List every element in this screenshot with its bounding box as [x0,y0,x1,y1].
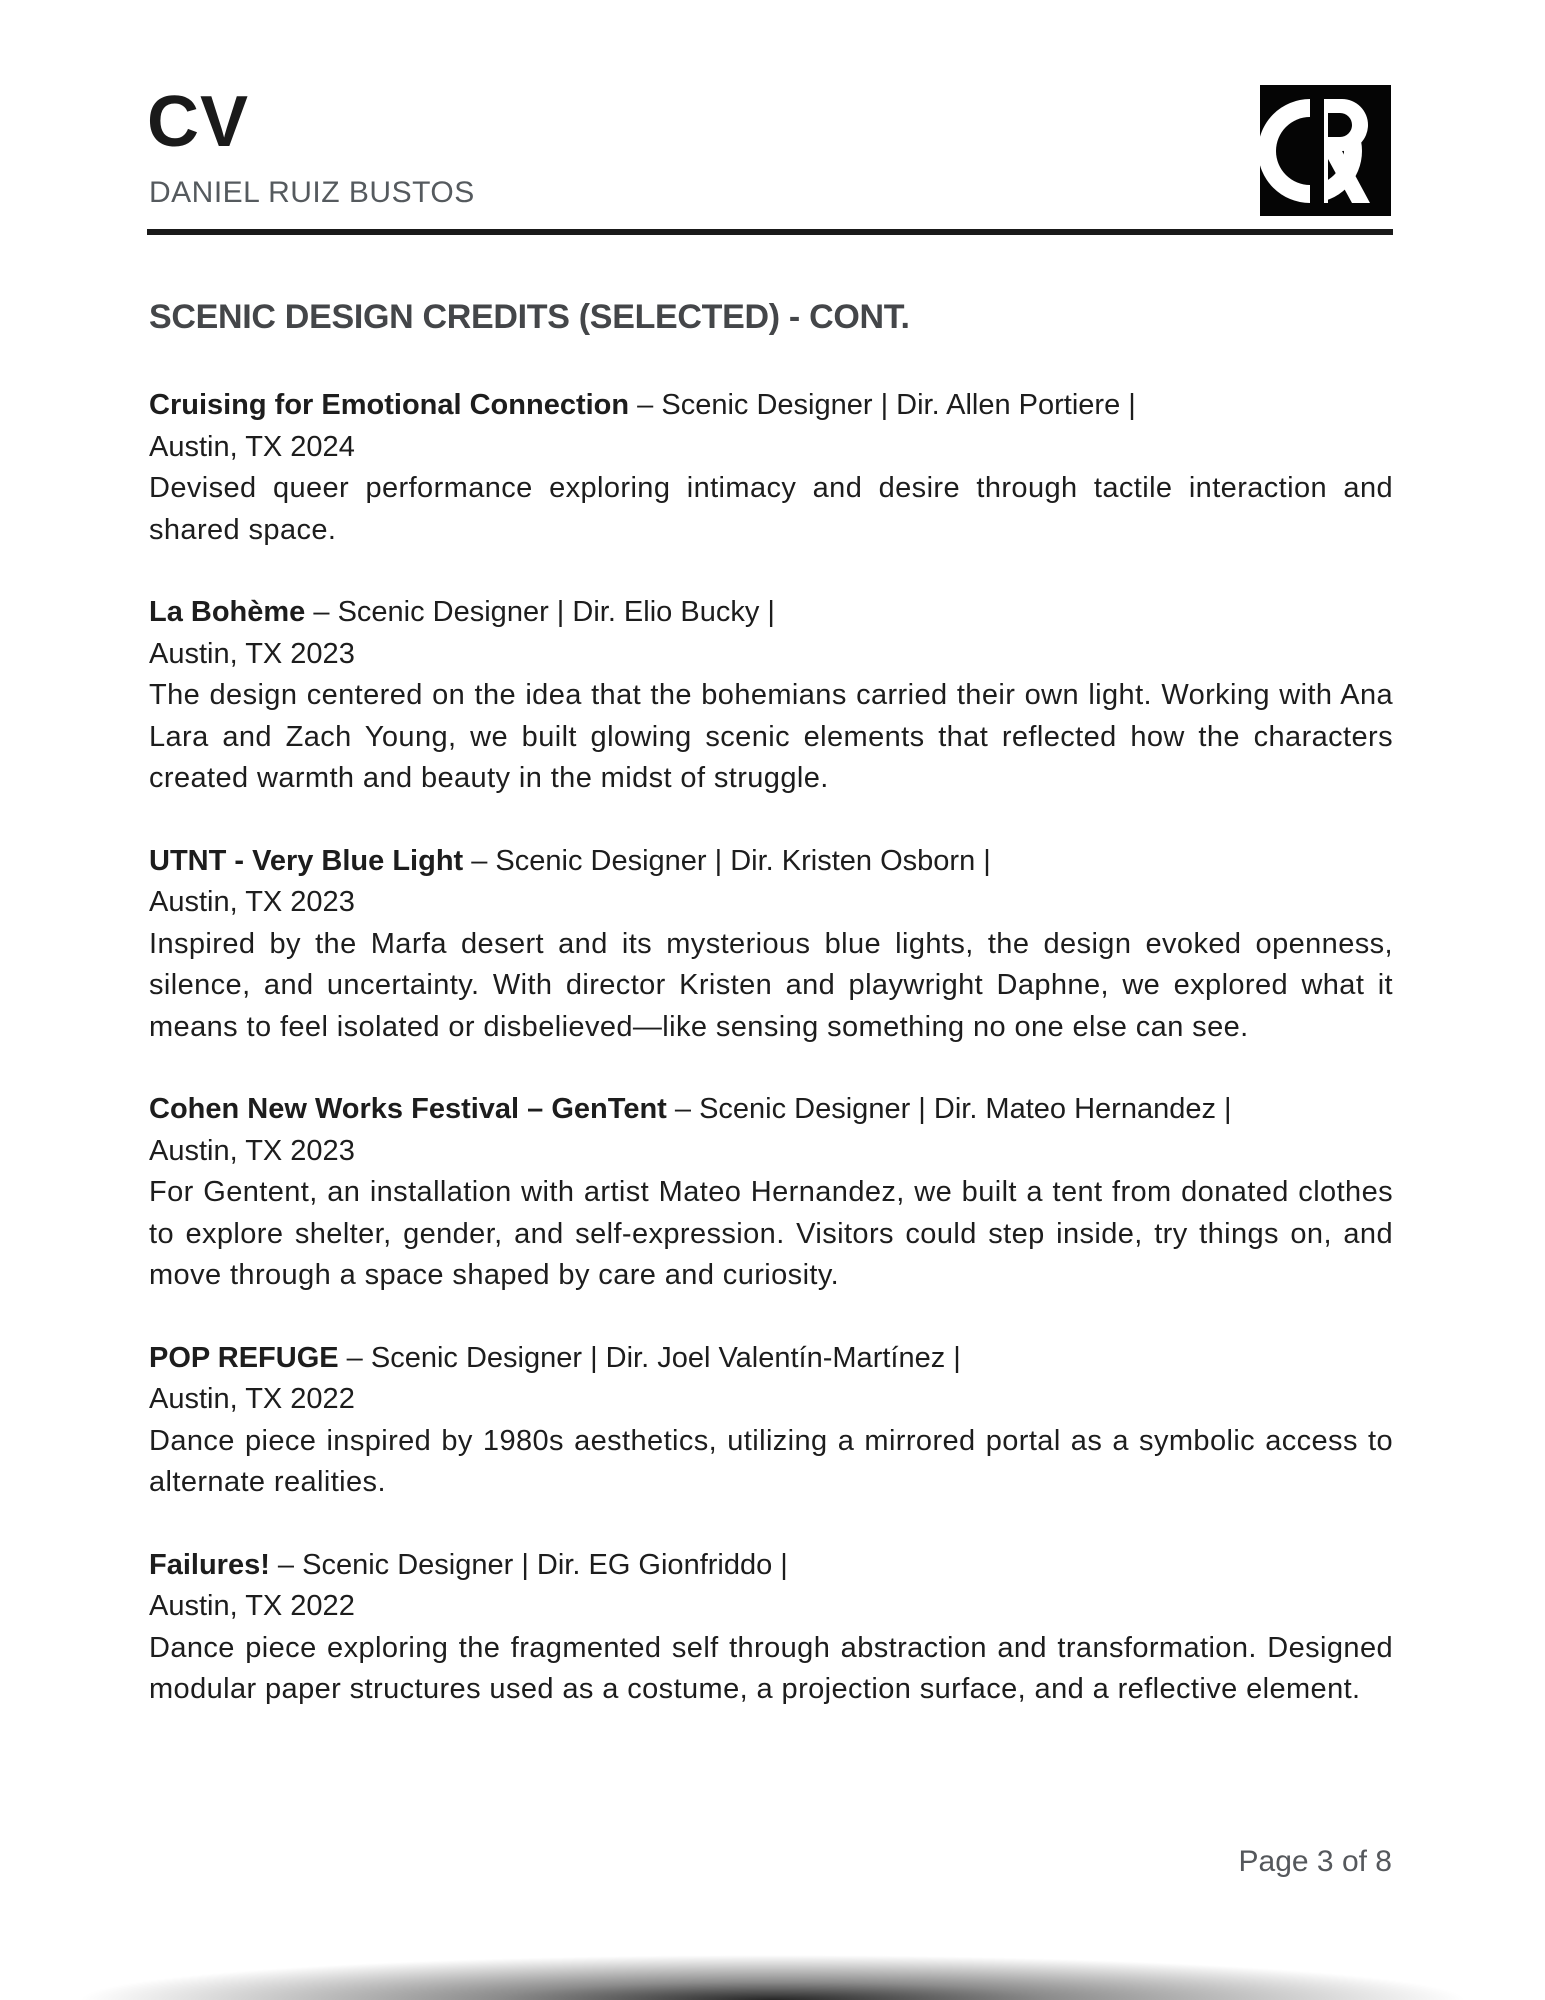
credit-description: The design centered on the idea that the bohemians carried their own light. Working with Ana Lara and Zach Young, we built glowing scenic elements that reflected how the characters created warmth and beauty in the midst of struggle. [149,679,1393,794]
credit-description: Inspired by the Marfa desert and its mysterious blue lights, the design evoked openness, silence, and uncertainty. With director Kristen and playwright Daphne, we explored what it means to feel isolated or disbelieved—like sensing something no one else can see. [149,927,1393,1043]
credit-location: Austin, TX 2023 [149,1134,355,1167]
credit-role: – Scenic Designer | Dir. Mateo Hernandez | [666,1093,1232,1125]
credit-title: Cohen New Works Festival – GenTent [149,1093,667,1125]
credit-role: – Scenic Designer | Dir. Joel Valentín-Martínez | [338,1341,961,1374]
credit-role: – Scenic Designer | Dir. EG Gionfriddo | [269,1548,788,1581]
credit-description: For Gentent, an installation with artist Mateo Hernandez, we built a tent from donated clothes to explore shelter, gender, and self-expression. Visitors could step inside, try things on, and move through a space shaped by care and curiosity. [149,1176,1393,1291]
credit-heading [149,592,1393,634]
list-item [149,1089,1393,1297]
credit-role: – Scenic Designer | Dir. Allen Portiere | [629,389,1136,421]
list-item [149,841,1393,1049]
credit-title: Cruising for Emotional Connection [149,389,630,421]
page-edge-shadow [80,1955,1465,2000]
list-item [149,1545,1393,1711]
list-item [149,592,1393,800]
credit-location: Austin, TX 2022 [149,1383,355,1415]
credit-heading [149,385,1393,427]
header-divider [147,229,1393,235]
credit-description: Devised queer performance exploring intimacy and desire through tactile interaction and shared space. [149,472,1393,546]
author-name: DANIEL RUIZ BUSTOS [149,176,475,209]
page-title: CV [147,82,250,162]
credit-location: Austin, TX 2023 [149,886,355,918]
credit-heading [149,841,1393,883]
credit-heading [149,1338,1393,1380]
credit-heading [149,1089,1393,1131]
credit-location: Austin, TX 2024 [149,430,355,463]
credit-heading [149,1545,1393,1587]
credit-location: Austin, TX 2022 [149,1590,355,1622]
credit-title: UTNT - Very Blue Light [149,844,464,877]
credit-description: Dance piece exploring the fragmented self through abstraction and transformation. Designed modular paper structures used as a costume, a projection surface, and a reflective element. [149,1631,1393,1705]
credit-role: – Scenic Designer | Dir. Kristen Osborn | [463,844,991,877]
section-heading: SCENIC DESIGN CREDITS (SELECTED) - CONT. [149,298,910,336]
list-item [149,1338,1393,1504]
credit-role: – Scenic Designer | Dir. Elio Bucky | [305,596,775,628]
credit-description: Dance piece inspired by 1980s aesthetics, utilizing a mirrored portal as a symbolic access to alternate realities. [149,1424,1393,1498]
credits-list [149,385,1393,1752]
cr-monogram-logo-icon [1260,85,1391,216]
page-number: Page 3 of 8 [1238,1845,1392,1878]
credit-title: Failures! [149,1548,270,1581]
list-item [149,385,1393,551]
credit-title: POP REFUGE [149,1341,339,1374]
credit-title: La Bohème [149,596,306,628]
credit-location: Austin, TX 2023 [149,637,355,670]
